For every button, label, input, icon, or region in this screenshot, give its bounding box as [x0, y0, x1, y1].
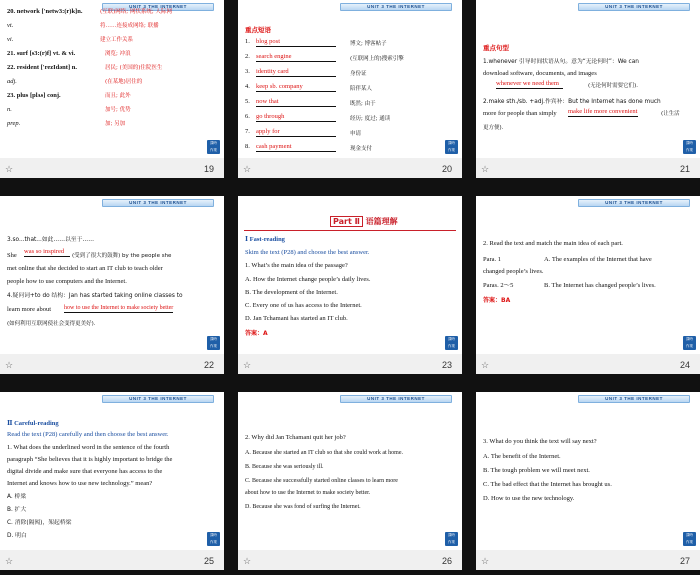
phrase-cn: 身份证 [350, 71, 367, 77]
option: B. 扩大 [7, 507, 27, 513]
answer: how to use the Internet to make society better [64, 305, 174, 311]
star-icon: ☆ [243, 164, 252, 174]
slide-26[interactable] [238, 392, 462, 570]
question: paragraph “She believes that it is highly important to bridge the [7, 456, 173, 463]
homework-badge[interactable]: 課時 作業 [683, 140, 696, 154]
slide-header: UNIT 3 THE INTERNET [340, 395, 452, 403]
pos: vi. [7, 36, 14, 43]
phrase-cn: (互联网上的)搜索引擎 [350, 56, 404, 62]
item-num: 8. [245, 143, 250, 150]
answer: 加; 另加 [105, 121, 126, 127]
slide-footer [476, 550, 700, 570]
option: C. The bad effect that the Internet has brought us. [483, 481, 612, 488]
answer: 将……连接成网络; 联播 [100, 23, 159, 29]
item-num: 6. [245, 113, 250, 120]
homework-badge[interactable]: 課時 作業 [207, 532, 220, 546]
pos: vt. [7, 22, 14, 29]
phrase-answer: search engine [256, 53, 336, 62]
phrase-cn: 申请 [350, 131, 362, 137]
slide-header: UNIT 3 THE INTERNET [578, 199, 690, 207]
pos: prep. [7, 120, 21, 127]
slide-header: UNIT 3 THE INTERNET [578, 395, 690, 403]
question: Internet and knows how to use new technology.” mean? [7, 480, 153, 487]
text-line: She [7, 252, 17, 259]
vocab-23: 23. plus [plʌs] conj. [7, 92, 61, 99]
answer: whenever we need them [496, 80, 563, 89]
question: 1. What does the underlined word in the sentence of the fourth [7, 444, 170, 451]
star-icon: ☆ [243, 360, 252, 370]
slide-header: UNIT 3 THE INTERNET [578, 3, 690, 11]
text-line: (如何利用互联网使社会变得更美好). [7, 321, 96, 327]
item-num: 3. [245, 68, 250, 75]
phrase-answer: keep sb. company [256, 83, 336, 92]
pos: adj. [7, 78, 17, 85]
option: B. Because she was seriously ill. [245, 464, 324, 470]
instruction: Read the text (P28) carefully and then choose the best answer. [7, 431, 169, 438]
answer: 答案：A [245, 330, 268, 337]
main-idea: B. The Internet has changed people’s lives. [544, 282, 656, 289]
divider [244, 230, 456, 231]
option: about how to use the Internet to make society better. [245, 490, 371, 496]
star-icon: ☆ [5, 556, 14, 566]
text-line: 2.make sth./sb. +adj.作宾补：But the Internet has done much [483, 99, 661, 105]
part-title-text: 语篇理解 [365, 217, 398, 226]
option: B. The development of the Internet. [245, 289, 338, 296]
page-number: 23 [441, 360, 452, 370]
star-icon: ☆ [243, 556, 252, 566]
homework-badge[interactable]: 課時 作業 [207, 140, 220, 154]
slide-footer [0, 354, 224, 374]
vocab-22: 22. resident ['rezIdənt] n. [7, 64, 77, 71]
answer: 加号; 优势 [105, 107, 131, 113]
homework-badge[interactable]: 課時 作業 [683, 336, 696, 350]
slide-header: UNIT 3 THE INTERNET [102, 395, 214, 403]
section-subtitle: Ⅱ Careful-reading [7, 420, 59, 427]
question: 3. What do you think the text will say next? [483, 438, 597, 445]
para-label: Para. 1 [483, 256, 502, 263]
phrase-cn: 博文; 博客帖子 [350, 41, 387, 47]
phrase-cn: 陪伴某人 [350, 86, 373, 92]
slide-23[interactable] [238, 196, 462, 374]
slide-21[interactable] [476, 0, 700, 178]
slide-27[interactable] [476, 392, 700, 570]
homework-badge[interactable]: 課時 作業 [445, 532, 458, 546]
option: A. How the Internet change people’s daily lives. [245, 276, 371, 283]
slide-footer [476, 354, 700, 374]
question: 2. Why did Jan Tchamani quit her job? [245, 434, 346, 441]
text-line: 4.疑问词+to do 结构：Jan has started taking online classes to [7, 293, 183, 299]
phrase-cn: 既然; 由于 [350, 101, 376, 107]
answer: 答案：BA [483, 297, 511, 304]
text-line: people how to use computers and the Internet. [7, 278, 127, 285]
vocab-21: 21. surf [s3:(r)f] vt. & vi. [7, 50, 76, 57]
phrase-answer: apply for [256, 128, 336, 137]
answer: make life more convenient [568, 108, 638, 115]
slide-footer [0, 158, 224, 178]
phrase-cn: 经历; 度过; 通读 [350, 116, 391, 122]
option: D. How to use the new technology. [483, 495, 575, 502]
text-line: 更方便). [483, 125, 504, 131]
slide-footer [238, 354, 462, 374]
option: C. Because she successfully started online classes to learn more [245, 478, 398, 484]
answer: (互联)网络; 网状系统; 人际网 [100, 9, 172, 15]
slide-footer [238, 158, 462, 178]
homework-badge[interactable]: 課時 作業 [445, 336, 458, 350]
text-line: (让生活 [661, 111, 680, 117]
item-num: 4. [245, 83, 250, 90]
answer: was so inspired [24, 248, 70, 257]
main-idea: changed people’s lives. [483, 268, 544, 275]
para-label: Paras. 2～5 [483, 282, 514, 289]
text-line: learn more about [7, 306, 52, 313]
slide-24[interactable] [476, 196, 700, 374]
part-title [330, 216, 398, 227]
homework-badge[interactable]: 課時 作業 [445, 140, 458, 154]
phrase-answer: go through [256, 113, 336, 122]
option: C. Every one of us has access to the Internet. [245, 302, 362, 309]
phrase-answer: cash payment [256, 143, 336, 152]
item-num: 1. [245, 38, 250, 45]
page-number: 27 [679, 556, 690, 566]
page-number: 24 [679, 360, 690, 370]
option: D. Because she was fond of surfing the Internet. [245, 504, 361, 510]
option: A. Because she started an IT club so that she could work at home. [245, 450, 404, 456]
section-title: 重点句型 [483, 44, 509, 52]
slide-footer [238, 550, 462, 570]
answer: (在某地)居住的 [105, 79, 143, 85]
page-number: 25 [203, 556, 214, 566]
part-label: Part Ⅱ [330, 216, 363, 227]
option: A. 桥梁 [7, 494, 27, 500]
page-number: 26 [441, 556, 452, 566]
star-icon: ☆ [481, 556, 490, 566]
slide-20[interactable] [238, 0, 462, 178]
option: D. 明白 [7, 533, 27, 539]
star-icon: ☆ [481, 360, 490, 370]
item-num: 5. [245, 98, 250, 105]
section-subtitle: Ⅰ Fast-reading [245, 236, 285, 243]
text-line: (无论何时需要它们). [588, 83, 639, 89]
page-number: 22 [203, 360, 214, 370]
star-icon: ☆ [5, 164, 14, 174]
slide-22[interactable] [0, 196, 224, 374]
text-line: met online that she decided to start an IT club to teach older [7, 265, 163, 272]
instruction: Skim the text (P28) and choose the best answer. [245, 249, 370, 256]
slide-header: UNIT 3 THE INTERNET [102, 199, 214, 207]
main-idea: A. The examples of the Internet that have [544, 256, 652, 263]
question: 2. Read the text and match the main idea of each part. [483, 240, 623, 247]
page-number: 19 [203, 164, 214, 174]
option: B. The tough problem we will meet next. [483, 467, 590, 474]
option: C. 消除(隔阂)，架起桥梁 [7, 520, 72, 526]
phrase-answer: blog post [256, 38, 336, 47]
homework-badge[interactable]: 課時 作業 [207, 336, 220, 350]
answer: 而且; 此外 [105, 93, 131, 99]
slide-footer [476, 158, 700, 178]
answer: 浏览; 冲浪 [105, 51, 131, 57]
text-line: more for people than simply [483, 110, 557, 117]
slide-header: UNIT 3 THE INTERNET [102, 3, 214, 11]
section-title: 重点短语 [245, 26, 271, 34]
homework-badge[interactable]: 課時 作業 [683, 532, 696, 546]
pos: n. [7, 106, 12, 113]
item-num: 7. [245, 128, 250, 135]
answer: 建立工作关系 [100, 37, 134, 43]
text-line: (受到了很大的鼓舞) by the people she [72, 253, 172, 259]
option: A. The benefit of the Internet. [483, 453, 561, 460]
item-num: 2. [245, 53, 250, 60]
page-number: 21 [679, 164, 690, 174]
question: digital divide and make sure that everyone has access to the [7, 468, 163, 475]
star-icon: ☆ [481, 164, 490, 174]
question: 1. What’s the main idea of the passage? [245, 262, 348, 269]
page-number: 20 [441, 164, 452, 174]
text-line: 3.so...that...如此……以至于…… [7, 237, 94, 243]
text-line: download software, documents, and images [483, 70, 597, 77]
phrase-answer: identity card [256, 68, 336, 77]
slide-footer [0, 550, 224, 570]
answer: 居民; (美国的)住院医生 [105, 65, 163, 71]
vocab-20: 20. network ['netw3:(r)k]n. [7, 8, 83, 15]
slide-header: UNIT 3 THE INTERNET [340, 3, 452, 11]
star-icon: ☆ [5, 360, 14, 370]
text-line: 1.whenever 引导时间状语从句。意为“无论何时”：We can [483, 59, 639, 65]
option: D. Jan Tchamani has started an IT club. [245, 315, 348, 322]
phrase-cn: 现金支付 [350, 146, 373, 152]
phrase-answer: now that [256, 98, 336, 107]
slide-25[interactable] [0, 392, 224, 570]
slide-19[interactable] [0, 0, 224, 178]
